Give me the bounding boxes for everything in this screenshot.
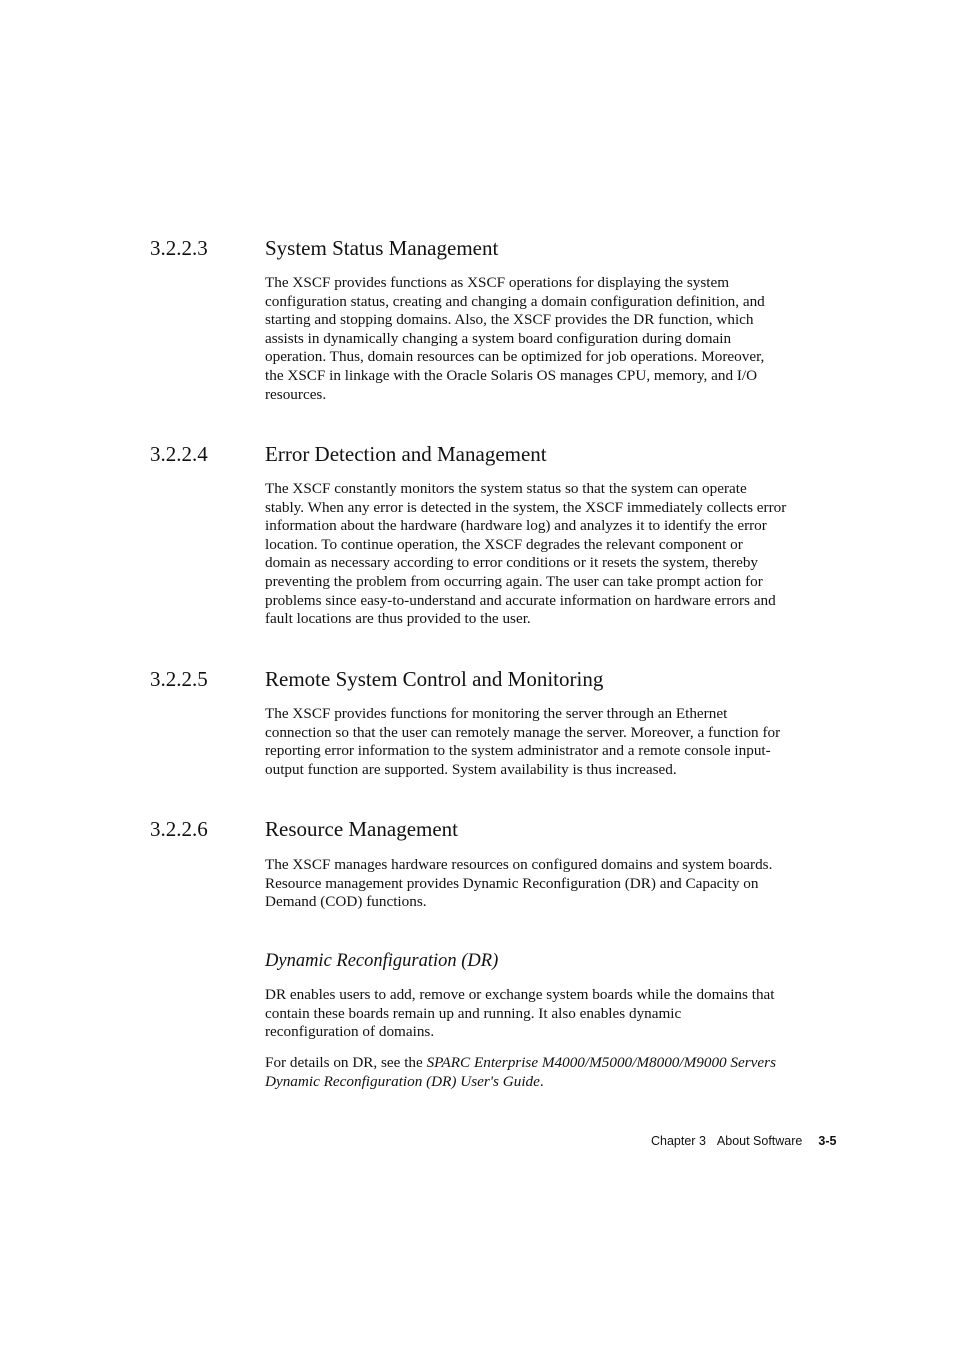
page-number: 3-5 xyxy=(818,1134,837,1148)
text-line: preventing the problem from occurring again. The user can take prompt action for xyxy=(265,572,763,590)
text-line: DR enables users to add, remove or exchange system boards while the domains that xyxy=(265,986,775,1003)
text-line: assists in dynamically changing a system board configuration during domain xyxy=(265,329,732,347)
reference-prefix: For details on DR, see the xyxy=(265,1054,427,1071)
text-line: stably. When any error is detected in the system, the XSCF immediately collects error xyxy=(265,498,787,516)
text-line: the XSCF in linkage with the Oracle Solaris OS manages CPU, memory, and I/O xyxy=(265,366,758,384)
text-line: starting and stopping domains. Also, the XSCF provides the DR function, which xyxy=(265,311,754,329)
text-line: resources. xyxy=(265,385,327,403)
text-line: Resource management provides Dynamic Reconfiguration (DR) and Capacity on xyxy=(265,874,759,892)
text-line: connection so that the user can remotely manage the server. Moreover, a function for xyxy=(265,723,781,741)
text-line: Demand (COD) functions. xyxy=(265,893,427,911)
text-line: reporting error information to the system administrator and a remote console input- xyxy=(265,742,771,760)
body-paragraph xyxy=(265,274,855,404)
text-line xyxy=(265,1073,855,1092)
text-line: contain these boards remain up and running. It also enables dynamic xyxy=(265,1004,682,1022)
footer-chapter-title: About Software xyxy=(716,1134,803,1148)
section-title: Resource Management xyxy=(265,817,459,841)
section-title: Remote System Control and Monitoring xyxy=(265,667,604,691)
text-line: The XSCF provides functions for monitoring the server through an Ethernet xyxy=(265,705,728,722)
body-paragraph xyxy=(265,986,855,1042)
book-title-part-1: SPARC Enterprise M4000/M5000/M8000/M9000 Servers xyxy=(426,1054,776,1071)
reference-paragraph xyxy=(265,1054,855,1091)
text-line: The XSCF provides functions as XSCF operations for displaying the system xyxy=(265,274,730,291)
section-number: 3.2.2.3 xyxy=(150,236,208,260)
section-number: 3.2.2.5 xyxy=(150,667,208,691)
text-line: reconfiguration of domains. xyxy=(265,1023,435,1041)
text-line: fault locations are thus provided to the user. xyxy=(265,610,531,628)
text-line: information about the hardware (hardware log) and analyzes it to identify the error xyxy=(265,517,767,535)
text-line: The XSCF constantly monitors the system status so that the system can operate xyxy=(265,480,747,497)
section-number: 3.2.2.4 xyxy=(150,442,208,466)
text-line: configuration status, creating and changing a domain configuration definition, and xyxy=(265,292,765,310)
body-paragraph xyxy=(265,856,855,912)
text-line: domain as necessary according to error conditions or it resets the system, thereby xyxy=(265,554,759,572)
section-number: 3.2.2.6 xyxy=(150,817,208,841)
body-paragraph xyxy=(265,480,855,629)
section-title: System Status Management xyxy=(265,236,499,260)
text-line: problems since easy-to-understand and accurate information on hardware errors and xyxy=(265,591,776,609)
reference-suffix: . xyxy=(539,1072,544,1090)
text-line: location. To continue operation, the XSCF degrades the relevant component or xyxy=(265,535,743,553)
page-footer xyxy=(651,1133,836,1149)
body-paragraph xyxy=(265,705,855,779)
text-line: The XSCF manages hardware resources on configured domains and system boards. xyxy=(265,856,773,873)
subsection-title: Dynamic Reconfiguration (DR) xyxy=(265,951,499,971)
footer-chapter: Chapter 3 xyxy=(651,1134,706,1148)
text-line xyxy=(265,1054,855,1073)
text-line: operation. Thus, domain resources can be optimized for job operations. Moreover, xyxy=(265,348,765,366)
section-title: Error Detection and Management xyxy=(265,442,547,466)
text-line: output function are supported. System availability is thus increased. xyxy=(265,760,677,778)
book-title-part-2: Dynamic Reconfiguration (DR) User's Guide xyxy=(265,1072,540,1090)
